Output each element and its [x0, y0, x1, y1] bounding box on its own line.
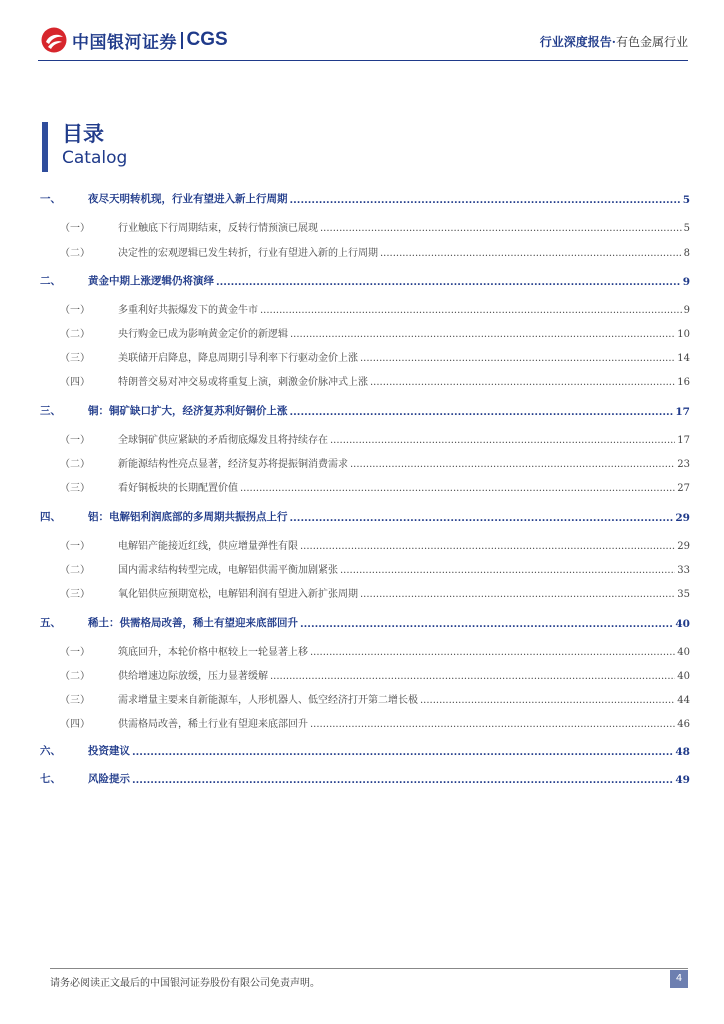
toc-entry-title: 美联储开启降息，降息周期引导利率下行驱动金价上涨	[118, 353, 358, 364]
toc-leader-dots	[216, 276, 681, 288]
toc-section-entry[interactable]	[40, 474, 690, 494]
cgs-logo-icon	[40, 26, 68, 54]
toc-entry-page: 40	[675, 618, 690, 630]
toc-entry-number: 二、	[40, 275, 61, 287]
toc-entry-page: 46	[677, 719, 690, 730]
toc-entry-title: 投资建议	[88, 745, 130, 757]
toc-leader-dots	[300, 618, 673, 630]
toc-entry-number: （二）	[60, 565, 90, 576]
logo-chinese-text: 中国银河证券	[72, 32, 177, 53]
toc-section-entry[interactable]	[40, 556, 690, 576]
toc-entry-page: 9	[683, 305, 690, 316]
toc-leader-dots	[320, 223, 682, 234]
toc-leader-dots	[300, 541, 675, 552]
toc-section-entry[interactable]	[40, 344, 690, 364]
toc-leader-dots	[240, 483, 675, 494]
toc-section-entry[interactable]	[40, 368, 690, 388]
toc-leader-dots	[290, 406, 674, 418]
report-category	[540, 33, 688, 50]
toc-entry-page: 40	[677, 647, 690, 658]
toc-chapter-entry[interactable]	[40, 504, 690, 524]
toc-entry-page: 14	[677, 353, 690, 364]
toc-entry-number: （一）	[60, 541, 90, 552]
toc-chapter-entry[interactable]	[40, 738, 690, 758]
toc-leader-dots	[290, 512, 674, 524]
toc-leader-dots	[330, 435, 675, 446]
toc-entry-title: 铜：铜矿缺口扩大，经济复苏利好铜价上涨	[88, 405, 288, 417]
toc-entry-number: （一）	[60, 223, 90, 234]
toc-chapter-entry[interactable]	[40, 610, 690, 630]
toc-section-entry[interactable]	[40, 450, 690, 470]
toc-entry-number: 五、	[40, 617, 61, 629]
toc-entry-number: （一）	[60, 647, 90, 658]
toc-entry-title: 新能源结构性亮点显著，经济复苏将提振铜消费需求	[118, 459, 348, 470]
toc-entry-title: 氧化铝供应预期宽松，电解铝利润有望进入新扩张周期	[118, 589, 358, 600]
toc-entry-page: 23	[677, 459, 690, 470]
toc-entry-page: 5	[683, 223, 690, 234]
toc-leader-dots	[350, 459, 675, 470]
toc-entry-title: 筑底回升，本轮价格中枢较上一轮显著上移	[118, 647, 308, 658]
toc-entry-page: 9	[682, 276, 690, 288]
toc-entry-title: 央行购金已成为影响黄金定价的新逻辑	[118, 329, 288, 340]
company-logo	[40, 26, 228, 54]
toc-leader-dots	[380, 248, 682, 259]
toc-entry-page: 29	[677, 541, 690, 552]
toc-entry-page: 49	[675, 774, 690, 786]
toc-section-entry[interactable]	[40, 662, 690, 682]
toc-entry-number: （二）	[60, 459, 90, 470]
toc-section-entry[interactable]	[40, 710, 690, 730]
toc-entry-title: 特朗普交易对冲交易或将重复上演，刺激金价脉冲式上涨	[118, 377, 368, 388]
toc-entry-page: 5	[682, 194, 690, 206]
toc-leader-dots	[360, 353, 675, 364]
toc-entry-page: 8	[683, 248, 690, 259]
toc-chapter-entry[interactable]	[40, 398, 690, 418]
title-accent-bar	[42, 122, 48, 172]
toc-entry-page: 35	[677, 589, 690, 600]
toc-entry-title: 黄金中期上涨逻辑仍将演绎	[88, 275, 214, 287]
toc-entry-page: 17	[677, 435, 690, 446]
toc-leader-dots	[290, 194, 681, 206]
toc-entry-number: 七、	[40, 773, 61, 785]
page-header	[0, 0, 724, 62]
toc-entry-number: 六、	[40, 745, 61, 757]
toc-leader-dots	[290, 329, 675, 340]
toc-section-entry[interactable]	[40, 532, 690, 552]
toc-entry-title: 电解铝产能接近红线，供应增量弹性有限	[118, 541, 298, 552]
toc-section-entry[interactable]	[40, 638, 690, 658]
toc-entry-title: 供给增速边际放缓，压力显著缓解	[118, 671, 268, 682]
toc-entry-title: 夜尽天明转机现，行业有望进入新上行周期	[88, 193, 288, 205]
toc-entry-number: （一）	[60, 305, 90, 316]
report-type: 行业深度报告·	[539, 35, 616, 49]
toc-entry-number: （四）	[60, 719, 90, 730]
toc-entry-title: 决定性的宏观逻辑已发生转折，行业有望进入新的上行周期	[118, 248, 378, 259]
toc-entry-number: （三）	[60, 695, 90, 706]
toc-leader-dots	[132, 746, 673, 758]
toc-chapter-entry[interactable]	[40, 268, 690, 288]
toc-entry-page: 16	[677, 377, 690, 388]
toc-section-entry[interactable]	[40, 580, 690, 600]
toc-entry-page: 27	[677, 483, 690, 494]
toc-section-entry[interactable]	[40, 296, 690, 316]
catalog-title-cn: 目录	[62, 122, 104, 146]
toc-section-entry[interactable]	[40, 686, 690, 706]
toc-leader-dots	[360, 589, 675, 600]
toc-entry-page: 17	[675, 406, 690, 418]
footer-disclaimer: 请务必阅读正文最后的中国银河证券股份有限公司免责声明。	[50, 978, 320, 989]
toc-entry-number: 三、	[40, 405, 61, 417]
header-divider	[38, 60, 688, 61]
logo-divider	[181, 32, 183, 49]
logo-english-text: CGS	[186, 29, 228, 50]
toc-section-entry[interactable]	[40, 214, 690, 234]
toc-entry-number: （二）	[60, 248, 90, 259]
toc-entry-title: 铝：电解铝利润底部的多周期共振拐点上行	[88, 511, 288, 523]
toc-entry-title: 看好铜板块的长期配置价值	[118, 483, 238, 494]
toc-entry-title: 全球铜矿供应紧缺的矛盾彻底爆发且将持续存在	[118, 435, 328, 446]
toc-entry-title: 国内需求结构转型完成，电解铝供需平衡加剧紧张	[118, 565, 338, 576]
toc-section-entry[interactable]	[40, 239, 690, 259]
toc-section-entry[interactable]	[40, 426, 690, 446]
toc-section-entry[interactable]	[40, 320, 690, 340]
toc-entry-number: （二）	[60, 329, 90, 340]
industry-name: 有色金属行业	[615, 35, 688, 49]
toc-entry-title: 风险提示	[88, 773, 130, 785]
toc-leader-dots	[370, 377, 675, 388]
toc-entry-page: 29	[675, 512, 690, 524]
toc-entry-page: 44	[677, 695, 690, 706]
toc-leader-dots	[132, 774, 673, 786]
toc-leader-dots	[340, 565, 675, 576]
toc-leader-dots	[310, 719, 675, 730]
toc-chapter-entry[interactable]	[40, 186, 690, 206]
toc-entry-page: 10	[677, 329, 690, 340]
toc-entry-page: 33	[677, 565, 690, 576]
toc-entry-title: 多重利好共振爆发下的黄金牛市	[118, 305, 258, 316]
toc-entry-number: （三）	[60, 353, 90, 364]
toc-entry-number: 四、	[40, 511, 61, 523]
toc-entry-number: 一、	[40, 193, 61, 205]
toc-leader-dots	[420, 695, 675, 706]
catalog-title-en: Catalog	[62, 148, 128, 168]
toc-entry-number: （四）	[60, 377, 90, 388]
toc-chapter-entry[interactable]	[40, 766, 690, 786]
toc-entry-page: 48	[675, 746, 690, 758]
toc-entry-title: 供需格局改善，稀土行业有望迎来底部回升	[118, 719, 308, 730]
toc-leader-dots	[260, 305, 682, 316]
toc-entry-number: （三）	[60, 483, 90, 494]
toc-entry-number: （一）	[60, 435, 90, 446]
toc-leader-dots	[310, 647, 675, 658]
toc-entry-title: 稀土：供需格局改善，稀土有望迎来底部回升	[88, 617, 298, 629]
page-number-badge: 4	[670, 970, 688, 988]
toc-leader-dots	[270, 671, 675, 682]
footer-divider	[50, 968, 688, 969]
toc-entry-title: 需求增量主要来自新能源车，人形机器人、低空经济打开第二增长极	[118, 695, 418, 706]
toc-entry-page: 40	[677, 671, 690, 682]
toc-entry-number: （二）	[60, 671, 90, 682]
toc-entry-number: （三）	[60, 589, 90, 600]
toc-entry-title: 行业触底下行周期结束，反转行情预演已展现	[118, 223, 318, 234]
